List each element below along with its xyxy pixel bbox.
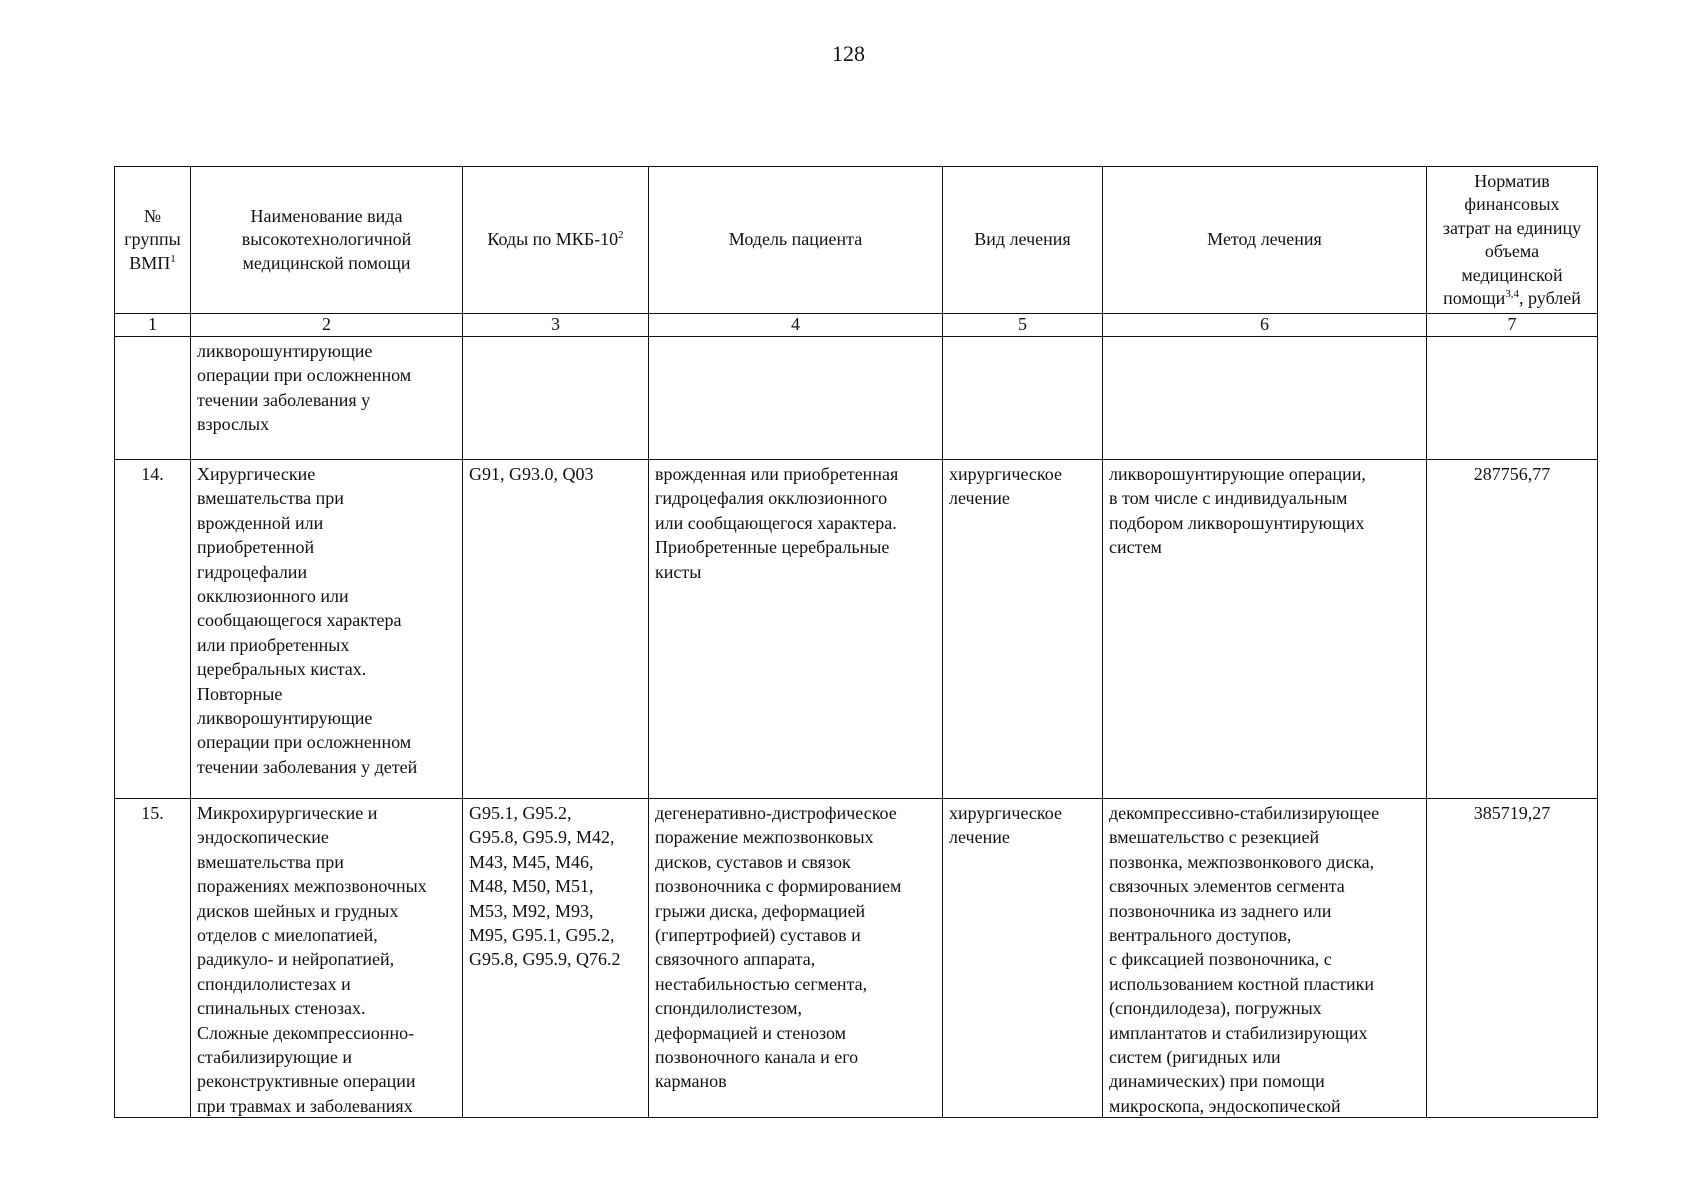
header-cost-text: Норматив финансовых затрат на единицу объема медицинской помощи (1442, 170, 1582, 308)
cell-group-number (115, 460, 191, 799)
header-group-number-text: № группы ВМП (124, 205, 181, 273)
cell-cost-text: 385719,27 (1473, 803, 1551, 823)
cell-cost (1427, 799, 1598, 1118)
header-cost (1427, 167, 1598, 314)
header-treatment-type (943, 167, 1103, 314)
cell-treatment-type (943, 460, 1103, 799)
column-number: 2 (191, 314, 463, 337)
cell-treatment-type-text: хирургическое лечение (949, 464, 1062, 509)
cell-treatment-type-text: хирургическое лечение (949, 803, 1062, 848)
cell-codes (463, 337, 649, 460)
cell-cost-text: 287756,77 (1473, 464, 1551, 484)
header-codes-text: Коды по МКБ-10 (487, 229, 619, 250)
column-number: 3 (463, 314, 649, 337)
header-codes (463, 167, 649, 314)
cell-name-text: ликворошунтирующие операции при осложненном течении заболевания у взрослых (197, 341, 412, 435)
cell-patient-model-text: врожденная или приобретенная гидроцефалия окклюзионного или сообщающегося характера. Приобретенные церебральные кисты (655, 464, 899, 582)
column-number: 4 (649, 314, 943, 337)
column-number: 5 (943, 314, 1103, 337)
column-number: 6 (1103, 314, 1427, 337)
header-name (191, 167, 463, 314)
cell-group-number (115, 799, 191, 1118)
column-number: 7 (1427, 314, 1598, 337)
cell-cost (1427, 460, 1598, 799)
header-method (1103, 167, 1427, 314)
cell-patient-model (649, 337, 943, 460)
table-header-row (115, 167, 1598, 314)
cell-name-text: Микрохирургические и эндоскопические вмешательства при поражениях межпозвоночных дисков шейных и грудных отделов с миелопатией, радикуло- и нейропатией, спондилолистезах и спинальных стенозах. Сложные декомпрессионно- стабилизирующие и реконструктивные операции при травмах и заболеваниях (197, 803, 427, 1116)
footnote-mark: 1 (170, 252, 176, 265)
cell-method (1103, 337, 1427, 460)
cell-method-text: декомпрессивно-стабилизирующее вмешательство с резекцией позвонка, межпозвонкового диска, связочных элементов сегмента позвоночника из заднего или вентрального доступов, с фиксацией позвоночника, с использованием костной пластики (спондилодеза), погружных имплантатов и стабилизирующих систем (ригидных или динамических) при помощи микроскопа, эндоскопической (1109, 803, 1380, 1116)
cell-name-text: Хирургические вмешательства при врожденной или приобретенной гидроцефалии окклюзионного или сообщающегося характера или приобретенных церебральных кистах. Повторные ликворошунтирующие операции при осложненном течении заболевания у детей (197, 464, 418, 777)
cell-treatment-type (943, 799, 1103, 1118)
cell-group-number-text: 14. (141, 464, 164, 484)
cell-codes-text: G91, G93.0, Q03 (469, 464, 594, 484)
table-row (115, 799, 1598, 1118)
column-number: 1 (115, 314, 191, 337)
cell-patient-model (649, 460, 943, 799)
header-treatment-type-text: Вид лечения (974, 229, 1071, 250)
cell-treatment-type (943, 337, 1103, 460)
page-number: 128 (832, 41, 865, 66)
cell-name (191, 799, 463, 1118)
table-row (115, 337, 1598, 460)
header-patient-model-text: Модель пациента (728, 229, 863, 250)
cell-codes (463, 460, 649, 799)
cell-name (191, 460, 463, 799)
header-group-number (115, 167, 191, 314)
cell-cost (1427, 337, 1598, 460)
cell-patient-model (649, 799, 943, 1118)
header-name-text: Наименование вида высокотехнологичной медицинской помощи (241, 205, 412, 273)
cell-codes-text: G95.1, G95.2, G95.8, G95.9, M42, M43, M45, M46, M48, M50, M51, M53, M92, M93, M95, G95.1, G95.2, G95.8, G95.9, Q76.2 (469, 803, 621, 970)
cell-codes (463, 799, 649, 1118)
cell-name (191, 337, 463, 460)
footnote-mark: 3,4 (1505, 288, 1520, 300)
cell-method-text: ликворошунтирующие операции, в том числе с индивидуальным подбором ликворошунтирующих систем (1109, 464, 1366, 558)
header-method-text: Метод лечения (1207, 229, 1322, 250)
header-cost-unit: , рублей (1519, 288, 1581, 308)
cell-method (1103, 799, 1427, 1118)
vmp-table (114, 166, 1598, 1118)
table-row (115, 460, 1598, 799)
cell-group-number-text: 15. (141, 803, 164, 823)
cell-group-number (115, 337, 191, 460)
header-patient-model (649, 167, 943, 314)
column-number-row (115, 314, 1598, 337)
cell-method (1103, 460, 1427, 799)
cell-patient-model-text: дегенеративно-дистрофическое поражение межпозвонковых дисков, суставов и связок позвоночника с формированием грыжи диска, деформацией (гипертрофией) суставов и связочного аппарата, нестабильностью сегмента, спондилолистезом, деформацией и стенозом позвоночного канала и его карманов (655, 803, 902, 1092)
footnote-mark: 2 (618, 229, 624, 242)
